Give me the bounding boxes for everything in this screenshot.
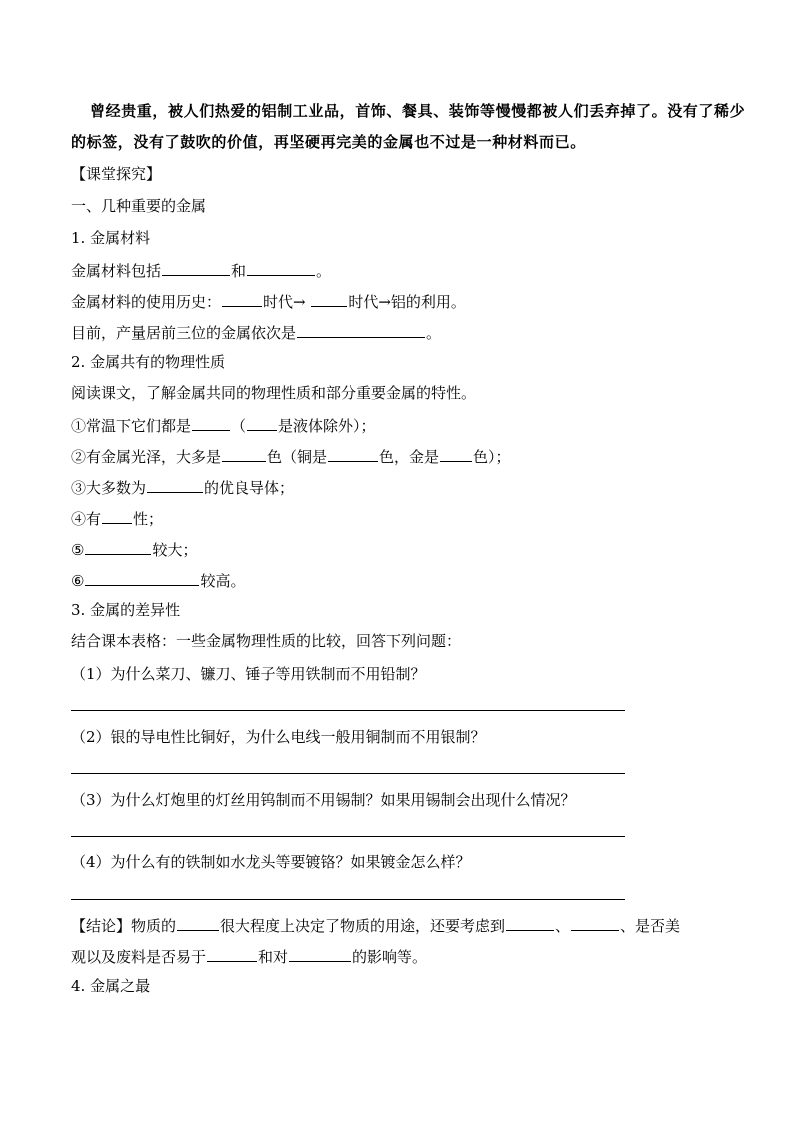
answer-line[interactable] <box>71 836 625 837</box>
intro-paragraph-line1: 曾经贵重，被人们热爱的铝制工业品，首饰、餐具、装饰等慢慢都被人们丢弃掉了。没有了稀少 <box>90 102 746 120</box>
subsection-3-intro: 结合课本表格：一些金属物理性质的比较，回答下列问题： <box>71 632 462 650</box>
subsection-title-2: 2. 金属共有的物理性质 <box>71 353 226 371</box>
question-3: （3）为什么灯炮里的灯丝用钨制而不用锡制？如果用锡制会出现什么情况？ <box>71 791 576 809</box>
question-metal-materials: 金属材料包括 和 。 <box>71 258 331 282</box>
answer-blank[interactable] <box>85 537 151 555</box>
property-item-5: ⑤ 较大； <box>71 537 197 561</box>
conclusion-line2: 观以及废料是否易于 和对 的影响等。 <box>71 944 427 968</box>
subsection-title-4: 4. 金属之最 <box>71 977 151 995</box>
question-1: （1）为什么菜刀、镰刀、锤子等用铁制而不用铅制？ <box>71 665 426 683</box>
answer-blank[interactable] <box>102 506 132 524</box>
answer-blank[interactable] <box>289 944 351 962</box>
subsection-title-3: 3. 金属的差异性 <box>71 601 181 619</box>
answer-blank[interactable] <box>192 413 230 431</box>
answer-blank[interactable] <box>311 289 347 307</box>
answer-blank[interactable] <box>207 944 257 962</box>
property-item-4: ④有 性； <box>71 506 163 530</box>
answer-blank[interactable] <box>247 413 277 431</box>
property-item-3: ③大多数为 的优良导体； <box>71 475 294 499</box>
answer-blank[interactable] <box>297 320 425 338</box>
intro-paragraph-line2: 的标签，没有了鼓吹的价值，再坚硬再完美的金属也不过是一种材料而已。 <box>71 133 586 151</box>
answer-line[interactable] <box>71 710 625 711</box>
property-item-1: ①常温下它们都是 （ 是液体除外）； <box>71 413 376 437</box>
answer-blank[interactable] <box>222 444 266 462</box>
answer-blank[interactable] <box>147 475 203 493</box>
answer-blank[interactable] <box>177 913 219 931</box>
question-top-three-metals: 目前，产量居前三位的金属依次是 。 <box>71 320 441 344</box>
answer-blank[interactable] <box>506 913 554 931</box>
subsection-2-intro: 阅读课文，了解金属共同的物理性质和部分重要金属的特性。 <box>71 384 477 402</box>
subsection-title-1: 1. 金属材料 <box>71 229 151 247</box>
property-item-6: ⑥ 较高。 <box>71 568 245 592</box>
answer-line[interactable] <box>71 773 625 774</box>
answer-blank[interactable] <box>162 258 230 276</box>
answer-blank[interactable] <box>571 913 619 931</box>
answer-blank[interactable] <box>440 444 472 462</box>
answer-blank[interactable] <box>222 289 262 307</box>
answer-blank[interactable] <box>328 444 378 462</box>
class-explore-heading: 【课堂探究】 <box>71 165 162 183</box>
conclusion-line1: 【结论】物质的 很大程度上决定了物质的用途，还要考虑到 、 、是否美 <box>71 913 680 937</box>
answer-line[interactable] <box>71 899 625 900</box>
question-4: （4）为什么有的铁制如水龙头等要镀铬？如果镀金怎么样？ <box>71 853 471 871</box>
question-2: （2）银的导电性比铜好，为什么电线一般用铜制而不用银制？ <box>71 728 486 746</box>
section-heading-metals: 一、几种重要的金属 <box>71 197 207 215</box>
property-item-2: ②有金属光泽，大多是 色（铜是 色，金是 色）； <box>71 444 511 468</box>
answer-blank[interactable] <box>85 568 199 586</box>
answer-blank[interactable] <box>247 258 315 276</box>
question-usage-history: 金属材料的使用历史： 时代→ 时代→铝的利用。 <box>71 289 466 313</box>
